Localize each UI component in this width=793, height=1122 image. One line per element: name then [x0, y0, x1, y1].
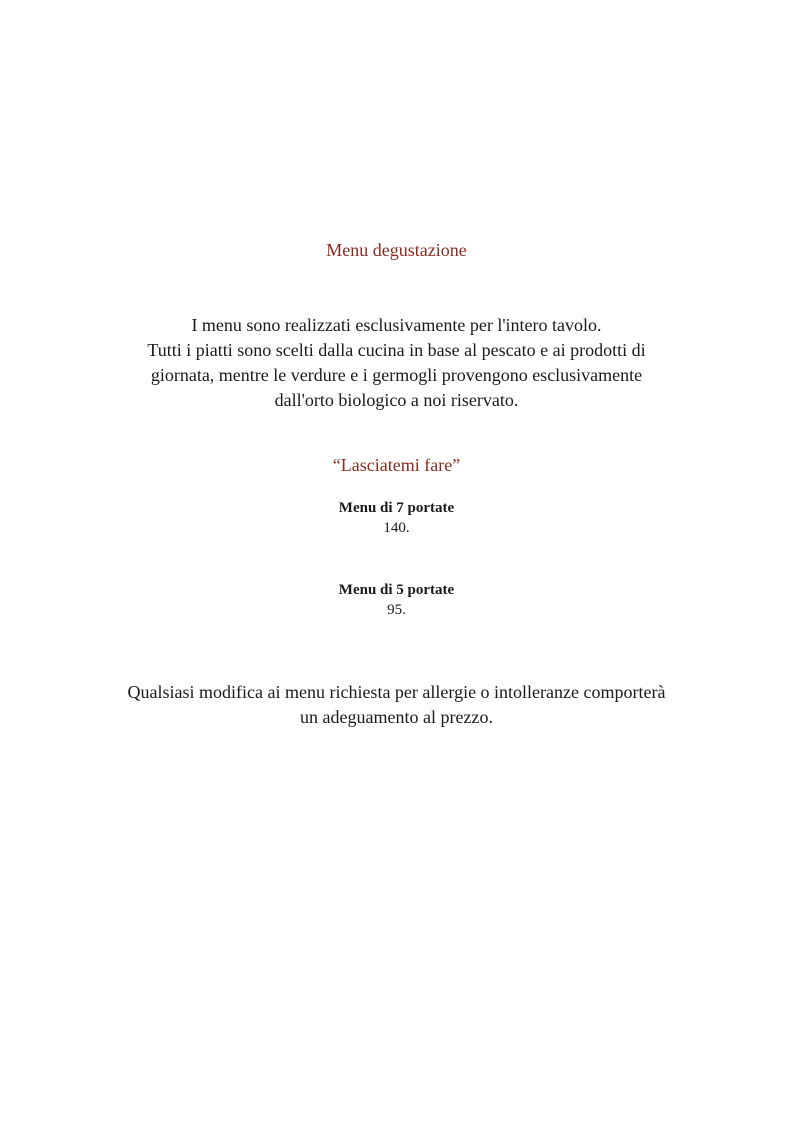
note-line-1: Qualsiasi modifica ai menu richiesta per allergie o intolleranze comporterà [127, 682, 666, 702]
menu-option-price: 140. [383, 520, 410, 536]
menu-option-7 [0, 498, 793, 538]
menu-option-name: Menu di 7 portate [338, 500, 455, 516]
intro-paragraph [0, 313, 793, 413]
menu-option-name: Menu di 5 portate [338, 582, 455, 598]
menu-option-price: 95. [387, 602, 406, 618]
intro-line-3: giornata, mentre le verdure e i germogli provengono esclusivamente [150, 365, 643, 385]
intro-line-1: I menu sono realizzati esclusivamente per l'intero tavolo. [191, 315, 602, 335]
page-title: Menu degustazione [326, 240, 467, 260]
note-line-2: un adeguamento al prezzo. [300, 707, 493, 727]
menu-subtitle: “Lasciatemi fare” [332, 455, 461, 475]
intro-line-2: Tutti i piatti sono scelti dalla cucina in base al pescato e ai prodotti di [147, 340, 646, 360]
allergy-note [0, 680, 793, 730]
intro-line-4: dall'orto biologico a noi riservato. [274, 390, 519, 410]
menu-option-5 [0, 580, 793, 620]
